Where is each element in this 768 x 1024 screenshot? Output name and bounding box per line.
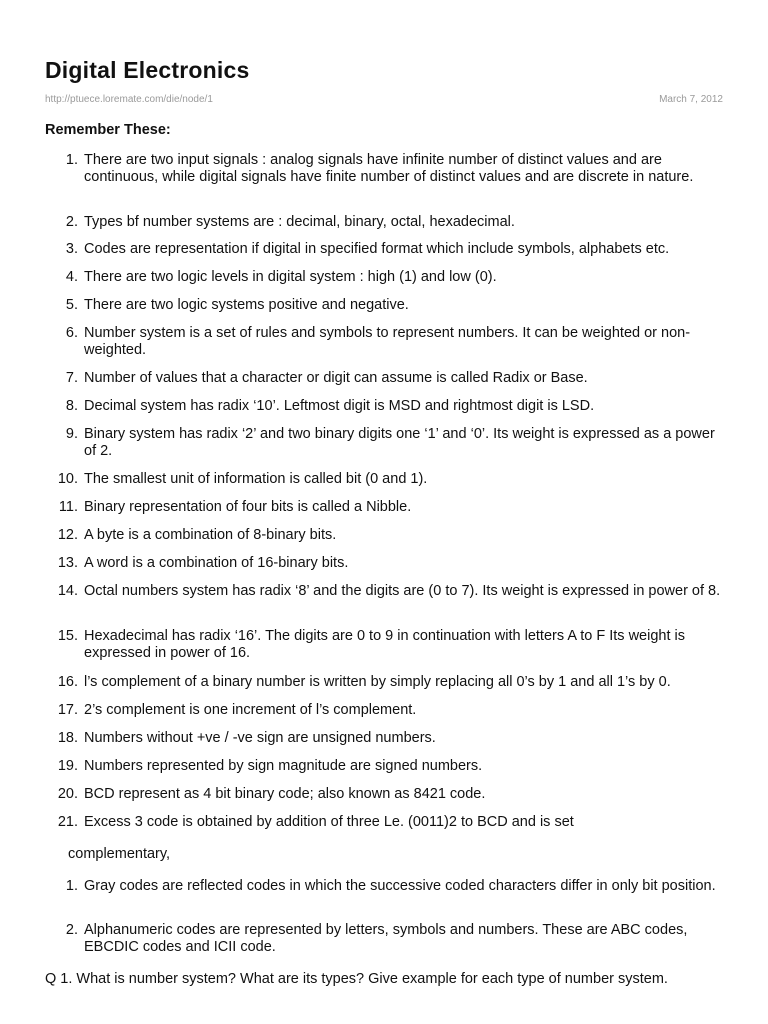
list-number: 5. — [65, 297, 78, 313]
list-text: Octal numbers system has radix ‘8’ and the digits are (0 to 7). Its weight is expressed in power of 8. — [84, 583, 721, 599]
question-text: Q 1. What is number system? What are its types? Give example for each type of number system. — [45, 971, 668, 987]
list-text: BCD represent as 4 bit binary code; also known as 8421 code. — [84, 786, 486, 802]
list-text: There are two logic levels in digital system : high (1) and low (0). — [84, 269, 497, 285]
list-text: Decimal system has radix ‘10’. Leftmost digit is MSD and rightmost digit is LSD. — [84, 398, 595, 414]
list-number: 16. — [57, 674, 78, 690]
list-text: Gray codes are reflected codes in which the successive coded characters differ in only bit position. — [84, 878, 716, 894]
list-number: 12. — [57, 527, 78, 543]
page-date: March 7, 2012 — [659, 94, 723, 105]
list-number: 10. — [57, 471, 78, 487]
list-text: Hexadecimal has radix ‘16’. The digits are 0 to 9 in continuation with letters A to F Its weight is expressed in power of 16. — [84, 628, 685, 661]
list-text: Numbers without +ve / -ve sign are unsigned numbers. — [84, 730, 436, 746]
source-url[interactable]: http://ptuece.loremate.com/die/node/1 — [45, 94, 213, 105]
page-title: Digital Electronics — [45, 57, 250, 83]
list-number: 18. — [57, 730, 78, 746]
list-number: 21. — [57, 814, 78, 830]
list-number: 1. — [65, 878, 78, 894]
list-text: Alphanumeric codes are represented by letters, symbols and numbers. These are ABC codes, EBCDIC codes and ICII code. — [84, 922, 688, 955]
list-number: 9. — [65, 426, 78, 442]
list-text: Codes are representation if digital in specified format which include symbols, alphabets etc. — [84, 241, 670, 257]
list-number: 2. — [65, 214, 78, 230]
list-number: 3. — [65, 241, 78, 257]
list-number: 11. — [58, 499, 78, 515]
list-number: 2. — [65, 922, 78, 938]
list-number: 1. — [65, 152, 78, 168]
list-text: l’s complement of a binary number is written by simply replacing all 0’s by 1 and all 1’s by 0. — [84, 674, 671, 690]
list-text: Excess 3 code is obtained by addition of three Le. (0011)2 to BCD and is set — [84, 814, 574, 830]
list-number: 19. — [57, 758, 78, 774]
list-number: 6. — [65, 325, 78, 341]
list-number: 13. — [57, 555, 78, 571]
list-number: 15. — [57, 628, 78, 644]
list-number: 20. — [57, 786, 78, 802]
list-text: A byte is a combination of 8-binary bits. — [84, 527, 337, 543]
list-number: 4. — [65, 269, 78, 285]
list-number: 8. — [65, 398, 78, 414]
list-text: Binary system has radix ‘2’ and two binary digits one ‘1’ and ‘0’. Its weight is expressed as a power of 2. — [84, 426, 715, 459]
list-text: There are two logic systems positive and negative. — [84, 297, 409, 313]
continuation-text: complementary, — [68, 846, 171, 862]
list-number: 17. — [57, 702, 78, 718]
list-text: Number of values that a character or digit can assume is called Radix or Base. — [84, 370, 588, 386]
list-text: Types bf number systems are : decimal, binary, octal, hexadecimal. — [84, 214, 515, 230]
list-text: Binary representation of four bits is called a Nibble. — [84, 499, 412, 515]
list-text: 2’s complement is one increment of l’s complement. — [84, 702, 417, 718]
list-number: 14. — [57, 583, 78, 599]
list-text: Numbers represented by sign magnitude are signed numbers. — [84, 758, 483, 774]
list-text: There are two input signals : analog signals have infinite number of distinct values and are continuous, while digital signals have finite number of distinct values and are discrete in nature. — [84, 152, 694, 185]
list-text: The smallest unit of information is called bit (0 and 1). — [84, 471, 428, 487]
list-text: Number system is a set of rules and symbols to represent numbers. It can be weighted or non-weighted. — [84, 325, 691, 358]
section-heading: Remember These: — [45, 122, 171, 138]
list-number: 7. — [65, 370, 78, 386]
list-text: A word is a combination of 16-binary bits. — [84, 555, 349, 571]
